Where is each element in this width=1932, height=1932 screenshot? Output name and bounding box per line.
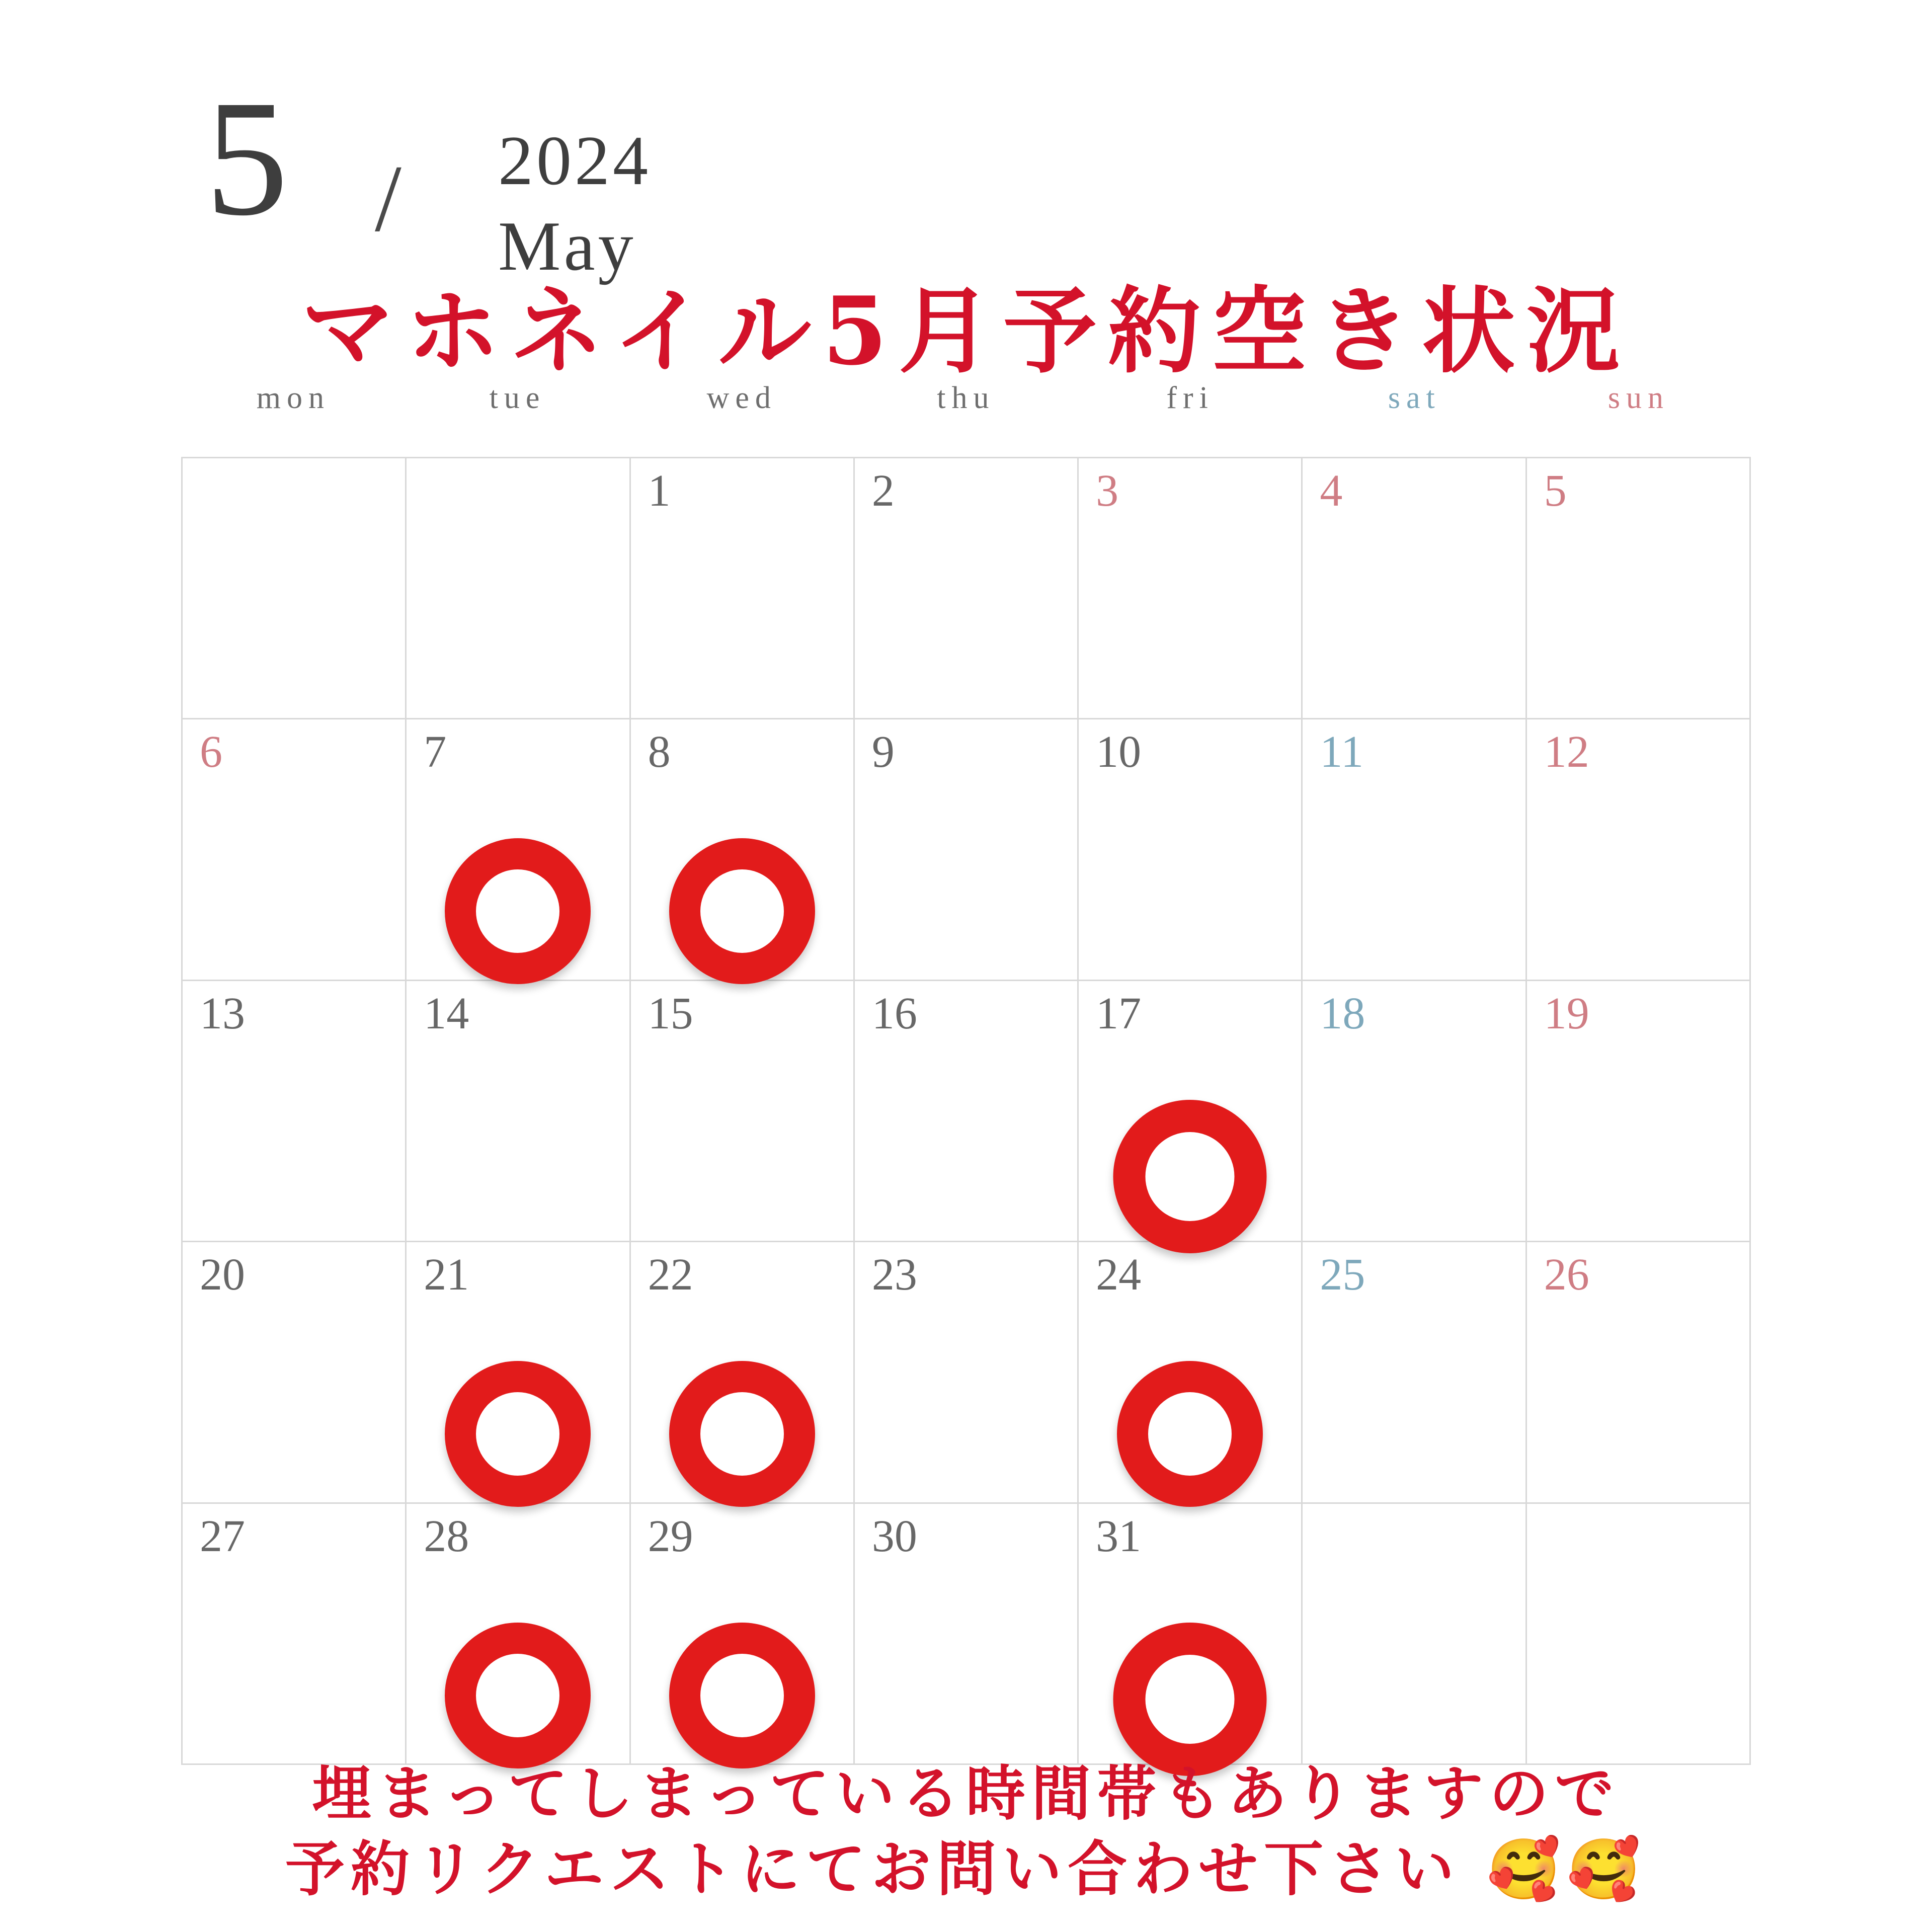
day-number: 22 (648, 1250, 693, 1300)
calendar-day-cell[interactable] (631, 1504, 855, 1765)
calendar-empty-cell (183, 458, 407, 719)
availability-open-circle-icon (1117, 1361, 1263, 1507)
calendar-day-cell[interactable] (1527, 458, 1751, 719)
day-number: 21 (424, 1250, 469, 1300)
calendar-day-cell[interactable] (183, 1504, 407, 1765)
day-number: 17 (1096, 988, 1142, 1038)
availability-open-circle-icon (445, 1623, 591, 1768)
availability-open-circle-icon (669, 1623, 815, 1768)
calendar-day-cell[interactable] (855, 458, 1079, 719)
calendar-day-cell[interactable] (183, 1242, 407, 1503)
day-number: 26 (1544, 1250, 1589, 1300)
day-number: 7 (424, 727, 447, 777)
page-title: マホネイル5月予約空き状況 (301, 276, 1631, 386)
calendar-day-cell[interactable] (631, 719, 855, 981)
weekday-header-row (181, 382, 1751, 414)
calendar-day-cell[interactable] (407, 981, 630, 1242)
availability-open-circle-icon (669, 838, 815, 984)
calendar-day-cell[interactable] (855, 981, 1079, 1242)
calendar-day-cell[interactable] (407, 1504, 630, 1765)
day-number: 10 (1096, 727, 1142, 777)
calendar-empty-cell (1303, 1504, 1526, 1765)
calendar-day-cell[interactable] (1079, 458, 1303, 719)
day-number: 27 (200, 1511, 245, 1561)
calendar-day-cell[interactable] (1527, 981, 1751, 1242)
calendar-day-cell[interactable] (1079, 1242, 1303, 1503)
day-number: 18 (1320, 988, 1365, 1038)
month-name-label: May (498, 207, 636, 285)
day-number: 28 (424, 1511, 469, 1561)
calendar-day-cell[interactable] (1303, 458, 1526, 719)
weekday-sun: sun (1607, 381, 1670, 415)
calendar-day-cell[interactable] (1079, 1504, 1303, 1765)
day-number: 29 (648, 1511, 693, 1561)
header-separator: / (375, 146, 401, 252)
year-label: 2024 (498, 122, 651, 200)
footer-line-1: 埋まってしまっている時間帯もありますので (311, 1758, 1620, 1828)
calendar-day-cell[interactable] (1527, 1242, 1751, 1503)
day-number: 2 (871, 466, 895, 516)
calendar-day-cell[interactable] (855, 1504, 1079, 1765)
weekday-tue: tue (489, 381, 546, 415)
calendar-day-cell[interactable] (631, 458, 855, 719)
calendar-day-cell[interactable] (1527, 719, 1751, 981)
availability-open-circle-icon (1113, 1100, 1267, 1253)
calendar-day-cell[interactable] (1079, 981, 1303, 1242)
day-number: 14 (424, 988, 469, 1038)
day-number: 15 (648, 988, 693, 1038)
calendar-day-cell[interactable] (855, 1242, 1079, 1503)
calendar-day-cell[interactable] (183, 719, 407, 981)
day-number: 13 (200, 988, 245, 1038)
availability-open-circle-icon (669, 1361, 815, 1507)
day-number: 9 (871, 727, 895, 777)
day-number: 30 (871, 1511, 917, 1561)
day-number: 24 (1096, 1250, 1142, 1300)
day-number: 11 (1320, 727, 1364, 777)
day-number: 1 (648, 466, 671, 516)
day-number: 16 (871, 988, 917, 1038)
day-number: 8 (648, 727, 671, 777)
calendar-empty-cell (1527, 1504, 1751, 1765)
day-number: 20 (200, 1250, 245, 1300)
day-number: 5 (1544, 466, 1567, 516)
calendar-day-cell[interactable] (1303, 1242, 1526, 1503)
day-number: 6 (200, 727, 222, 777)
day-number: 19 (1544, 988, 1589, 1038)
day-number: 23 (871, 1250, 917, 1300)
day-number: 3 (1096, 466, 1119, 516)
weekday-fri: fri (1166, 381, 1214, 415)
weekday-mon: mon (256, 381, 330, 415)
calendar-day-cell[interactable] (855, 719, 1079, 981)
weekday-thu: thu (937, 381, 995, 415)
day-number: 4 (1320, 466, 1343, 516)
calendar-empty-cell (407, 458, 630, 719)
day-number: 25 (1320, 1250, 1365, 1300)
calendar-day-cell[interactable] (1079, 719, 1303, 981)
calendar-day-cell[interactable] (1303, 719, 1526, 981)
weekday-wed: wed (706, 381, 777, 415)
day-number: 31 (1096, 1511, 1142, 1561)
calendar-day-cell[interactable] (1303, 981, 1526, 1242)
availability-open-circle-icon (1113, 1623, 1267, 1776)
calendar-day-cell[interactable] (407, 719, 630, 981)
calendar-day-cell[interactable] (631, 1242, 855, 1503)
footer-line-2: 予約リクエストにてお問い合わせ下さい 🥰🥰 (285, 1834, 1647, 1904)
header (0, 0, 1932, 312)
day-number: 12 (1544, 727, 1589, 777)
availability-open-circle-icon (445, 1361, 591, 1507)
availability-open-circle-icon (445, 838, 591, 984)
footer-note (0, 1756, 1932, 1907)
calendar-day-cell[interactable] (183, 981, 407, 1242)
weekday-sat: sat (1388, 381, 1441, 415)
calendar-day-cell[interactable] (631, 981, 855, 1242)
calendar-day-cell[interactable] (407, 1242, 630, 1503)
calendar-grid (181, 457, 1751, 1765)
month-number: 5 (205, 66, 285, 250)
